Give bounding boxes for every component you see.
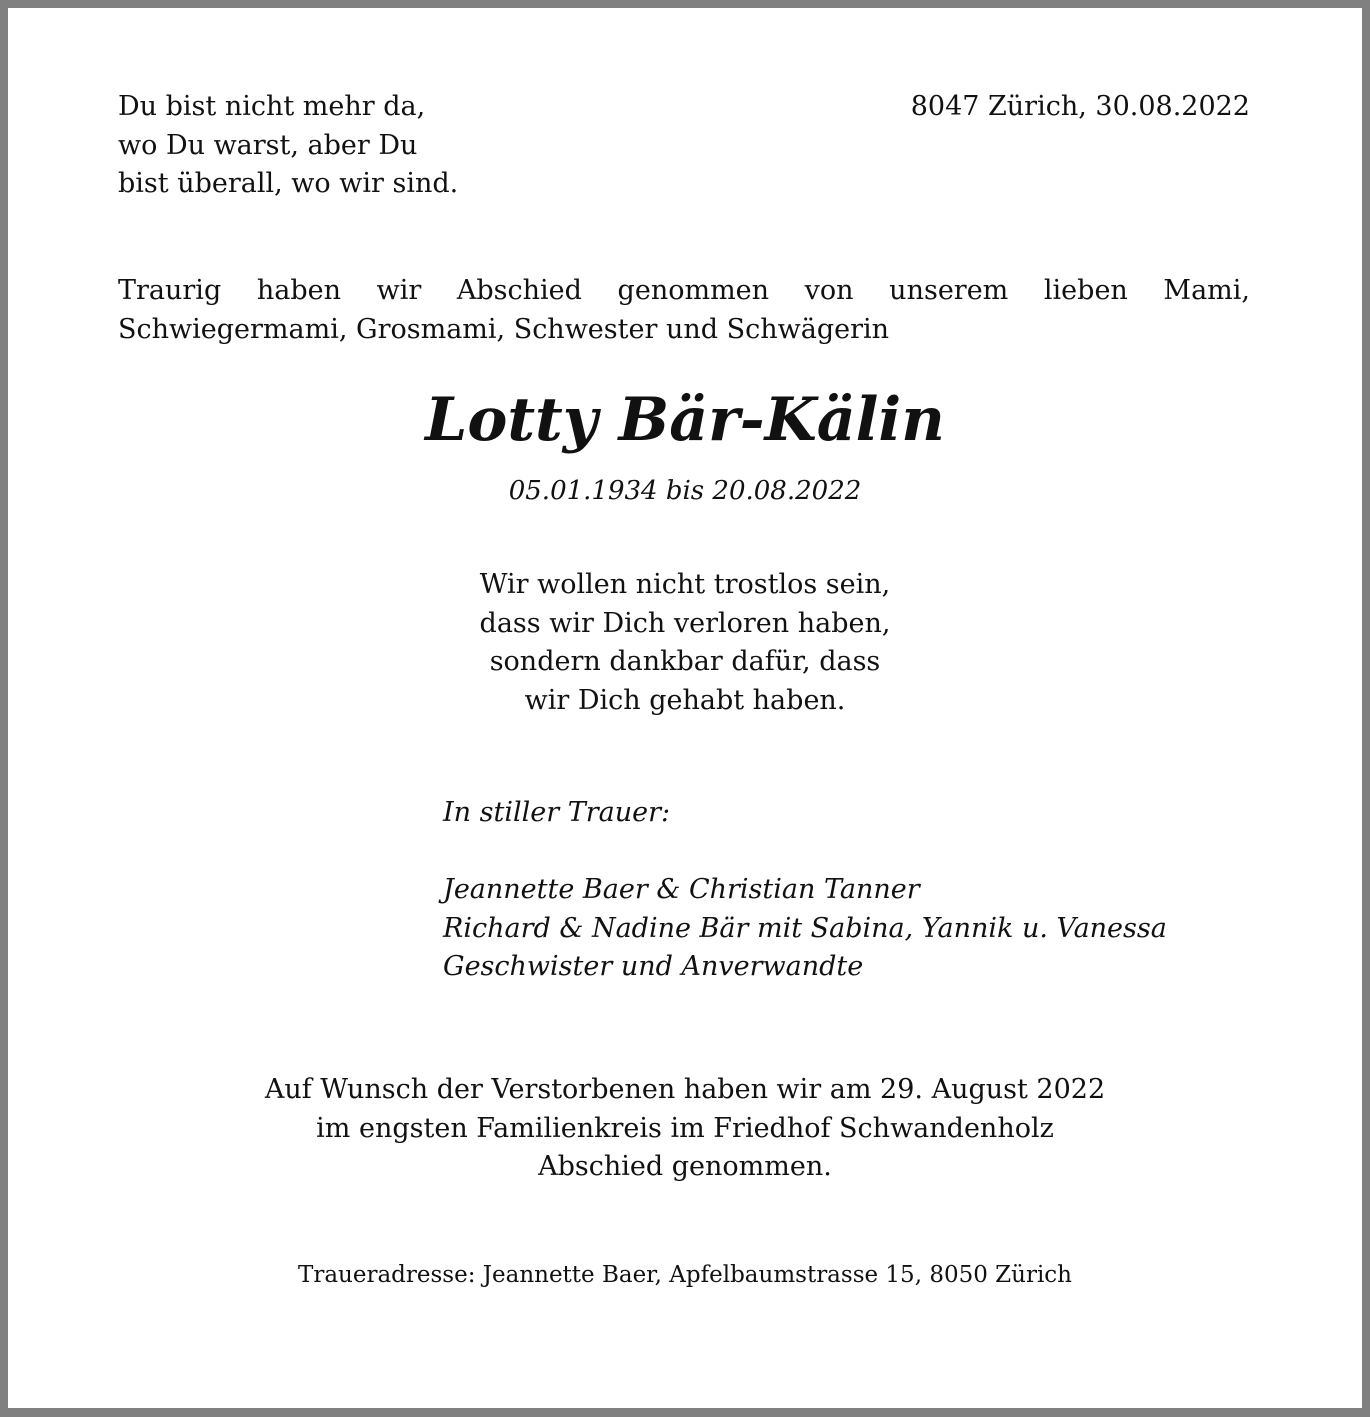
motto-line: bist überall, wo wir sind. — [118, 168, 459, 199]
motto — [118, 88, 458, 204]
farewell-line: im engsten Familienkreis im Friedhof Schwandenholz — [316, 1112, 1054, 1144]
mourning-address: Traueradresse: Jeannette Baer, Apfelbaumstrasse 15, 8050 Zürich — [297, 1262, 1072, 1288]
verse-line: Wir wollen nicht trostlos sein, — [479, 569, 891, 600]
farewell-text — [8, 1071, 1362, 1187]
motto-line: Du bist nicht mehr da, — [118, 91, 426, 122]
intro-text — [118, 272, 1250, 349]
obituary-page — [8, 8, 1362, 1408]
mourner: Geschwister und Anverwandte — [443, 951, 864, 982]
mourner: Jeannette Baer & Christian Tanner — [443, 874, 920, 905]
motto-line: wo Du warst, aber Du — [118, 129, 418, 161]
farewell-line: Auf Wunsch der Verstorbenen haben wir am 29. August 2022 — [264, 1074, 1106, 1105]
farewell-line: Abschied genommen. — [538, 1151, 832, 1182]
mourning-heading: In stiller Trauer: — [443, 797, 671, 828]
mourner: Richard & Nadine Bär mit Sabina, Yannik u. Vanessa — [443, 912, 1167, 944]
verse-line: sondern dankbar dafür, dass — [489, 646, 881, 677]
verse-line: dass wir Dich verloren haben, — [479, 607, 891, 639]
life-dates: 05.01.1934 bis 20.08.2022 — [508, 476, 862, 506]
deceased-name: Lotty Bär-Kälin — [425, 385, 945, 455]
verse-line: wir Dich gehabt haben. — [524, 684, 846, 716]
place-date: 8047 Zürich, 30.08.2022 — [910, 91, 1250, 122]
intro-line: Schwiegermami, Grosmami, Schwester und Schwägerin — [118, 313, 890, 345]
intro-line: Traurig haben wir Abschied genommen von unserem lieben Mami, — [118, 275, 1250, 306]
verse — [8, 566, 1362, 720]
mourners-list — [443, 871, 1167, 987]
